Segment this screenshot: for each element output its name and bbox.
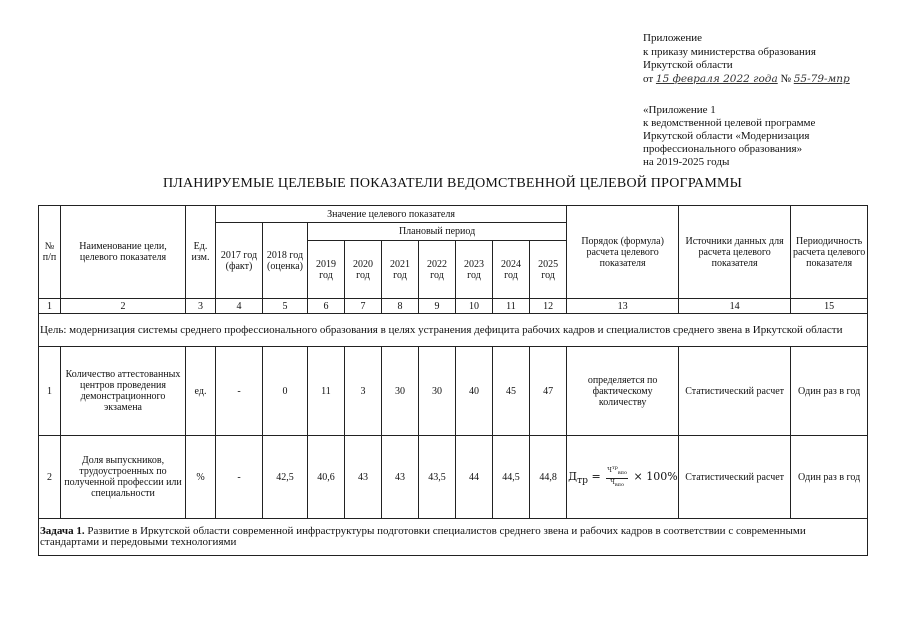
formula-lhs-sub: тр [577, 475, 589, 487]
column-number: 6 [308, 299, 345, 314]
column-number-row [39, 299, 868, 314]
header-row [39, 206, 868, 223]
column-number: 3 [186, 299, 216, 314]
column-number: 13 [567, 299, 679, 314]
row-unit: % [186, 436, 216, 519]
header-formula: Порядок (формула) расчета целевого показателя [567, 206, 679, 299]
indicators-table [38, 205, 868, 556]
header-unit: Ед. изм. [186, 206, 216, 299]
task-text [39, 519, 868, 556]
employment-formula: $Д_{тр}$ = $\frac{Ч^{тр}_{впо}}{Ч_{впо}}$ × 100% [568, 465, 678, 488]
formula-denominator: $Ч_{впо}$ [610, 478, 625, 488]
header-year: 2020 год [345, 241, 382, 299]
appendix2-line: «Приложение 1 [643, 104, 716, 116]
column-number: 7 [345, 299, 382, 314]
appendix-line: Приложение [643, 32, 703, 44]
row-plan-value: 45 [493, 347, 530, 436]
column-number: 10 [456, 299, 493, 314]
header-2017: 2017 год (факт) [216, 223, 263, 299]
task-description: Развитие в Иркутской области современной инфраструктуры подготовки специалистов среднего звена и рабочих кадров в соответствии с современными стандартами и передовыми технологиями [40, 525, 806, 548]
header-sources: Источники данных для расчета целевого показателя [679, 206, 791, 299]
row-period: Один раз в год [791, 436, 868, 519]
header-2018: 2018 год (оценка) [263, 223, 308, 299]
column-number: 11 [493, 299, 530, 314]
appendix-date-line [643, 73, 893, 87]
row-plan-value: 40 [456, 347, 493, 436]
row-plan-value: 30 [382, 347, 419, 436]
document-title: ПЛАНИРУЕМЫЕ ЦЕЛЕВЫЕ ПОКАЗАТЕЛИ ВЕДОМСТВЕННОЙ ЦЕЛЕВОЙ ПРОГРАММЫ [162, 176, 743, 191]
formula-numerator: $Ч^{тр}_{впо}$ [607, 465, 628, 477]
task-label: Задача 1. [40, 525, 85, 537]
column-number: 12 [530, 299, 567, 314]
header-plan-period: Плановый период [308, 223, 567, 241]
row-num: 1 [39, 347, 61, 436]
formula-tail: × 100% [633, 470, 678, 483]
row-plan-value: 44,5 [493, 436, 530, 519]
handwritten-date: 15 февраля 2022 года [655, 72, 778, 85]
header-year: 2023 год [456, 241, 493, 299]
goal-text: Цель: модернизация системы среднего профессионального образования в целях устранения дефицита рабочих кадров и специалистов среднего звена в Иркутской области [39, 314, 868, 347]
header-name: Наименование цели, целевого показателя [61, 206, 186, 299]
column-number: 9 [419, 299, 456, 314]
column-number: 2 [61, 299, 186, 314]
row-plan-value: 43,5 [419, 436, 456, 519]
column-number: 1 [39, 299, 61, 314]
appendix-program-block [643, 104, 893, 169]
row-plan-value: 30 [419, 347, 456, 436]
column-number: 15 [791, 299, 868, 314]
handwritten-number: 55-79-мпр [793, 72, 850, 85]
column-number: 14 [679, 299, 791, 314]
row-name: Доля выпускников, трудоустроенных по полученной профессии или специальности [61, 436, 186, 519]
row-plan-value: 3 [345, 347, 382, 436]
row-formula [567, 436, 679, 519]
table-row [39, 347, 868, 436]
row-source: Статистический расчет [679, 347, 791, 436]
header-year: 2024 год [493, 241, 530, 299]
number-prefix: № [780, 72, 791, 85]
row-plan-value: 44 [456, 436, 493, 519]
row-2017: - [216, 347, 263, 436]
header-year: 2025 год [530, 241, 567, 299]
header-year: 2021 год [382, 241, 419, 299]
table-row [39, 436, 868, 519]
row-2018: 0 [263, 347, 308, 436]
formula-fraction [606, 465, 628, 488]
task-row [39, 519, 868, 556]
formula-lhs: Д [568, 470, 578, 483]
row-plan-value: 43 [345, 436, 382, 519]
row-plan-value: 43 [382, 436, 419, 519]
header-year: 2022 год [419, 241, 456, 299]
appendix-line: Иркутской области [643, 59, 733, 71]
row-plan-value: 44,8 [530, 436, 567, 519]
appendix2-line: профессионального образования» [643, 143, 803, 155]
row-plan-value: 47 [530, 347, 567, 436]
appendix-block [643, 32, 893, 86]
column-number: 5 [263, 299, 308, 314]
column-number: 8 [382, 299, 419, 314]
appendix2-line: Иркутской области «Модернизация [643, 130, 810, 142]
row-source: Статистический расчет [679, 436, 791, 519]
header-year: 2019 год [308, 241, 345, 299]
header-num: № п/п [39, 206, 61, 299]
column-number: 4 [216, 299, 263, 314]
row-plan-value: 11 [308, 347, 345, 436]
appendix2-line: на 2019-2025 годы [643, 156, 730, 168]
row-formula: определяется по фактическому количеству [567, 347, 679, 436]
row-period: Один раз в год [791, 347, 868, 436]
header-value-group: Значение целевого показателя [216, 206, 567, 223]
appendix-line: к приказу министерства образования [643, 45, 816, 58]
row-unit: ед. [186, 347, 216, 436]
date-prefix: от [643, 72, 654, 85]
row-name: Количество аттестованных центров проведения демонстрационного экзамена [61, 347, 186, 436]
row-2017: - [216, 436, 263, 519]
appendix2-line: к ведомственной целевой программе [643, 117, 816, 129]
goal-row [39, 314, 868, 347]
row-plan-value: 40,6 [308, 436, 345, 519]
header-periodicity: Периодичность расчета целевого показателя [791, 206, 868, 299]
row-2018: 42,5 [263, 436, 308, 519]
row-num: 2 [39, 436, 61, 519]
